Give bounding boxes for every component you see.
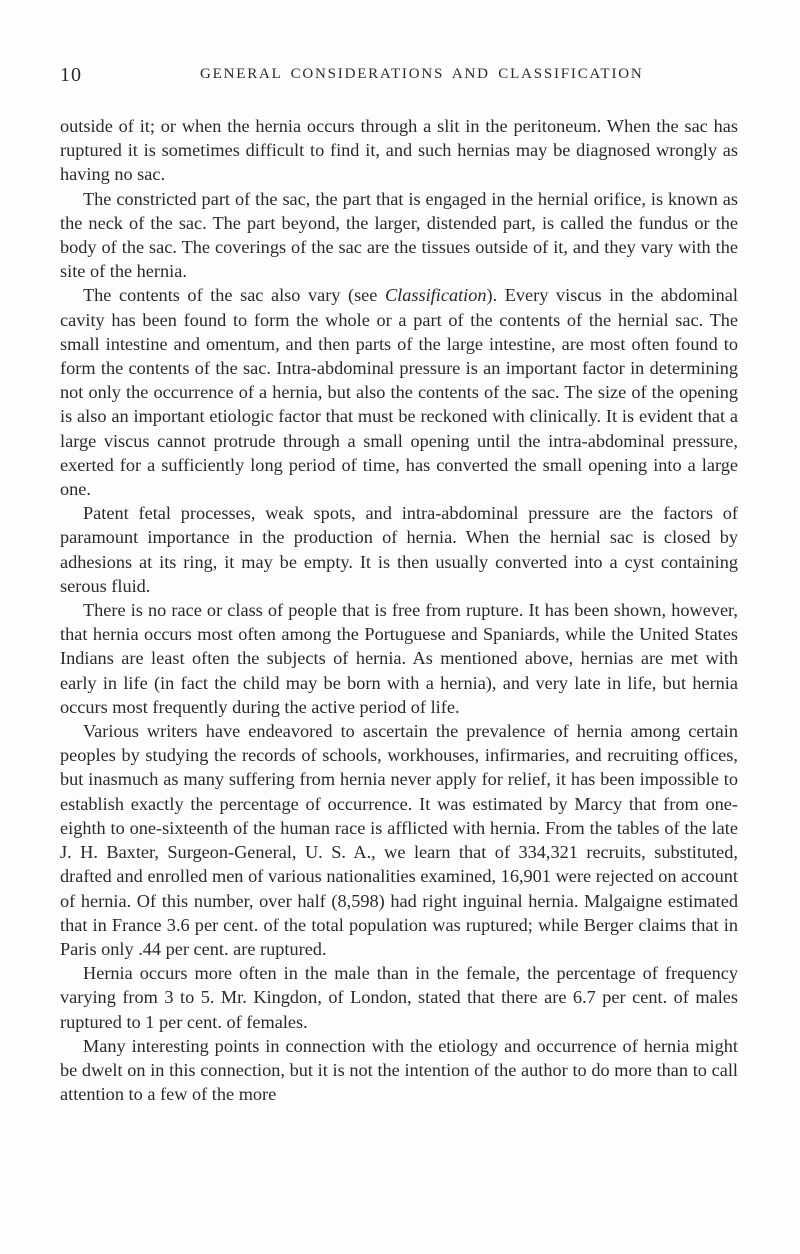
paragraph-sex-frequency: Hernia occurs more often in the male than in the female, the percentage of frequency varying from 3 to 5. Mr. Kingdon, of London, stated that there are 6.7 per cent. of males ruptured to 1 per cent. of females. — [60, 963, 738, 1032]
page-header — [60, 64, 740, 92]
classification-reference: Classification — [384, 285, 487, 306]
body-text — [60, 114, 738, 1106]
page-number: 10 — [60, 64, 82, 86]
paragraph-race-and-class: There is no race or class of people that is free from rupture. It has been shown, however, that hernia occurs most often among the Portuguese and Spaniards, while the United States Indians are least often the subjects of hernia. As mentioned above, hernias are met with early in life (in fact the child may be born with a hernia), and very late in life, but hernia occurs most frequently during the active period of life. — [60, 600, 738, 717]
paragraph-contents-after: ). Every viscus in the abdominal cavity has been found to form the whole or a part of the contents of the hernial sac. The small intestine and omentum, and then parts of the large intestine, are most often found to form the contents of the sac. Intra-abdominal pressure is an important factor in determining not only the occurrence of a hernia, but also the contents of the sac. The size of the opening is also an important etiologic factor that must be reckoned with clinically. It is evident that a large viscus cannot protrude through a small opening until the intra-abdominal pressure, exerted for a sufficiently long period of time, has converted the small opening into a large one. — [60, 285, 738, 500]
paragraph-contents-before: The contents of the sac also vary (see — [83, 285, 385, 306]
paragraph-contents-of-sac — [60, 283, 738, 501]
paragraph-etiology-points: Many interesting points in connection with the etiology and occurrence of hernia might be dwelt on in this connection, but it is not the intention of the author to do more than to call attention to a few of the more — [60, 1035, 738, 1105]
paragraph-prevalence: Various writers have endeavored to ascertain the prevalence of hernia among certain peoples by studying the records of schools, workhouses, infirmaries, and recruiting offices, but inasmuch as many suffering from hernia never apply for relief, it has been impossible to establish exactly the percentage of occurrence. It was estimated by Marcy that from one-eighth to one-sixteenth of the human race is afflicted with hernia. From the tables of the late J. H. Baxter, Surgeon-General, U. S. A., we learn that of 334,321 recruits, substituted, drafted and enrolled men of various nationalities examined, 16,901 were rejected on account of hernia. Of this number, over half (8,598) had right inguinal hernia. Malgaigne estimated that in France 3.6 per cent. of the total population was ruptured; while Berger claims that in Paris only .44 per cent. are ruptured. — [60, 721, 738, 959]
running-head: GENERAL CONSIDERATIONS AND CLASSIFICATION — [200, 66, 644, 82]
paragraph-patent-fetal-processes: Patent fetal processes, weak spots, and intra-abdominal pressure are the factors of paramount importance in the production of hernia. When the hernial sac is closed by adhesions at its ring, it may be empty. It is then usually converted into a cyst containing serous fluid. — [60, 503, 738, 596]
paragraph-sac-rupture: outside of it; or when the hernia occurs through a slit in the peritoneum. When the sac has ruptured it is sometimes difficult to find it, and such hernias may be diagnosed wrongly as having no sac. — [60, 116, 738, 185]
paragraph-neck-of-sac: The constricted part of the sac, the part that is engaged in the hernial orifice, is known as the neck of the sac. The part beyond, the larger, distended part, is called the fundus or the body of the sac. The coverings of the sac are the tissues outside of it, and they vary with the site of the hernia. — [60, 188, 738, 282]
